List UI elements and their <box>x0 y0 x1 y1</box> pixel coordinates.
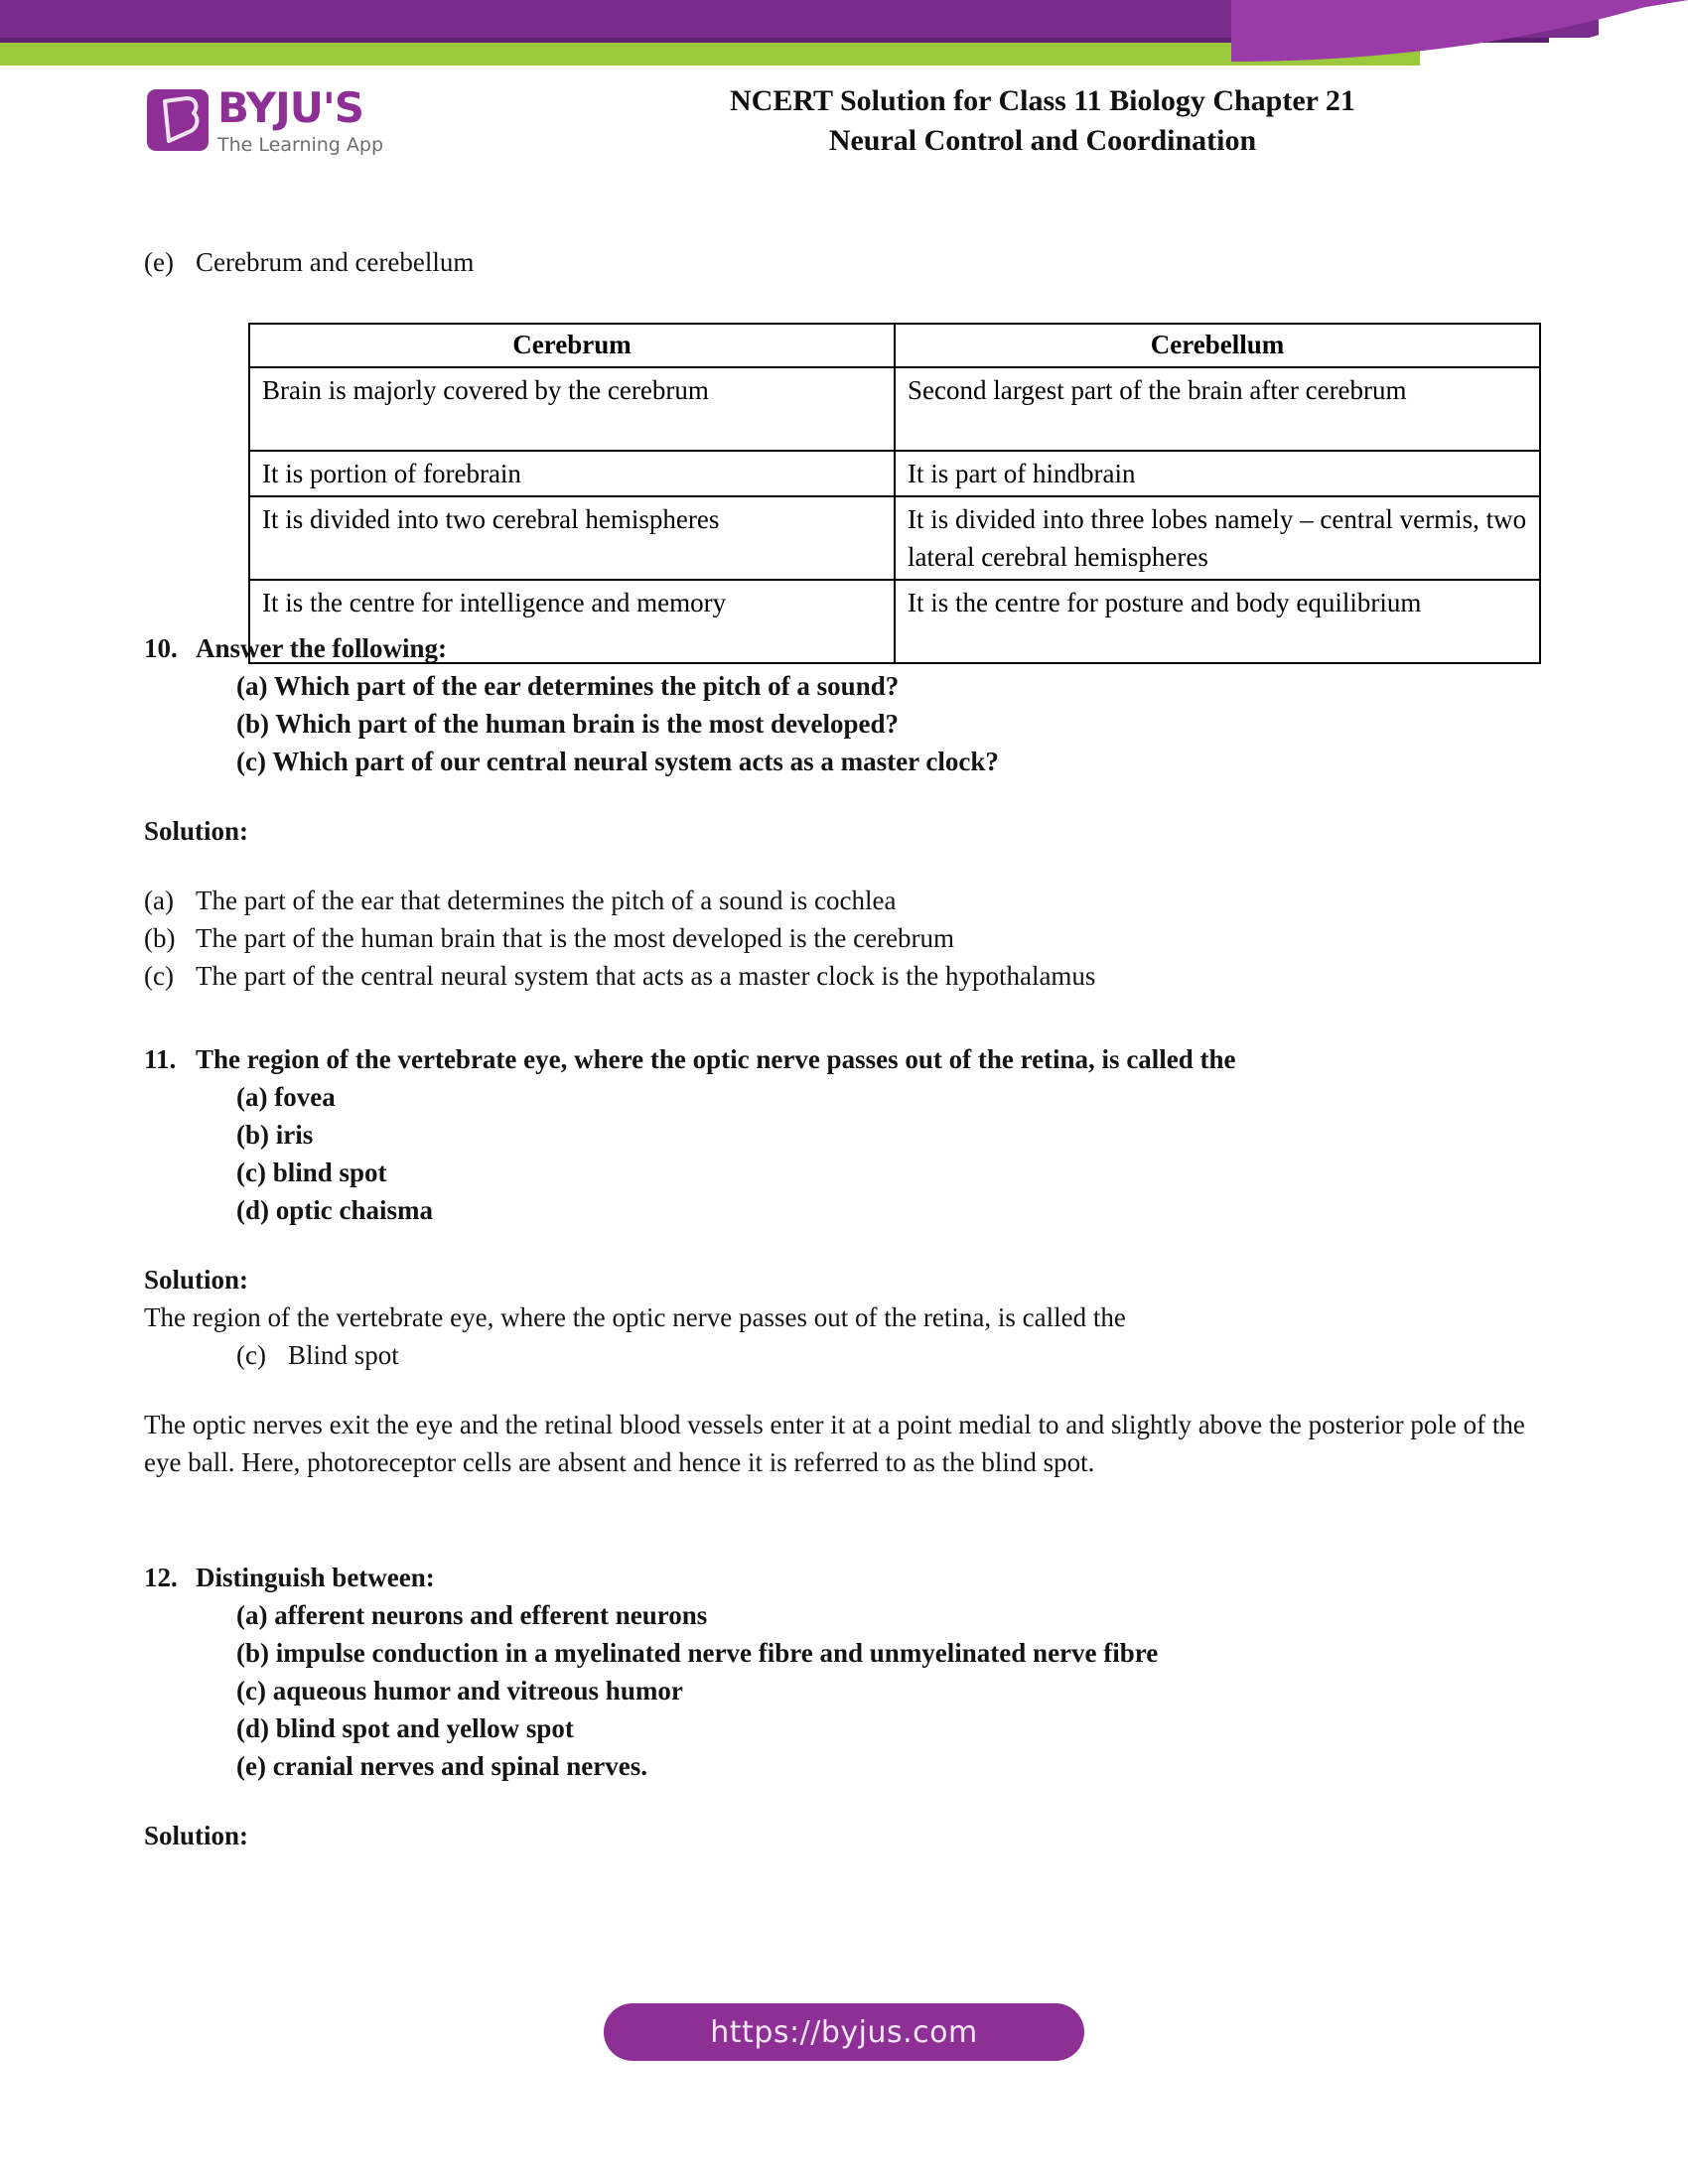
table-cell-cerebrum: Brain is majorly covered by the cerebrum <box>249 367 895 451</box>
question-11-solution-label: Solution: <box>144 1265 249 1295</box>
table-cell-cerebellum: It is divided into three lobes namely – central vermis, two lateral cerebral hemispheres <box>895 496 1540 580</box>
table-row <box>249 367 1540 451</box>
item-e-text: Cerebrum and cerebellum <box>196 247 475 277</box>
question-11-answer <box>236 1336 1688 1374</box>
table-cell-cerebellum: It is the centre for posture and body equilibrium <box>895 580 1540 663</box>
question-12-heading <box>144 1559 1688 1596</box>
byjus-url-text: https://byjus.com <box>710 2014 978 2050</box>
question-10-number: 10. <box>144 633 178 663</box>
question-10-answer-c <box>144 957 1688 995</box>
answer-c-marker: (c) <box>144 961 174 991</box>
table-row <box>249 580 1540 663</box>
question-12-solution-label: Solution: <box>144 1821 249 1850</box>
question-11-option-c: (c) blind spot <box>236 1158 387 1187</box>
document-title <box>616 81 1470 161</box>
question-12-option-e: (e) cranial nerves and spinal nerves. <box>236 1751 647 1781</box>
cerebrum-cerebellum-table <box>248 323 1541 664</box>
question-12-option-d: (d) blind spot and yellow spot <box>236 1713 574 1743</box>
question-12-option-b: (b) impulse conduction in a myelinated nerve fibre and unmyelinated nerve fibre <box>236 1638 1159 1668</box>
question-10-solution-label: Solution: <box>144 816 249 846</box>
answer-c-text: The part of the central neural system that acts as a master clock is the hypothalamus <box>196 961 1096 991</box>
document-title-line1: NCERT Solution for Class 11 Biology Chapter 21 <box>730 84 1355 117</box>
question-10-answer-b <box>144 919 1688 957</box>
question-11-stem: The region of the vertebrate eye, where the optic nerve passes out of the retina, is called the <box>196 1044 1236 1074</box>
question-11-option-b: (b) iris <box>236 1120 314 1150</box>
question-10-answer-a <box>144 882 1688 919</box>
question-12-option-a: (a) afferent neurons and efferent neurons <box>236 1600 708 1630</box>
question-11-answer-marker: (c) <box>236 1340 266 1370</box>
item-e-marker: (e) <box>144 247 174 277</box>
question-10-stem: Answer the following: <box>196 633 447 663</box>
answer-a-marker: (a) <box>144 886 174 915</box>
question-11-answer-text: Blind spot <box>288 1340 399 1370</box>
table-cell-cerebellum: Second largest part of the brain after cerebrum <box>895 367 1540 451</box>
question-11-heading <box>144 1040 1688 1078</box>
question-10-option-c: (c) Which part of our central neural system acts as a master clock? <box>236 747 999 776</box>
question-10-option-b: (b) Which part of the human brain is the most developed? <box>236 709 900 739</box>
header-swoosh-decoration <box>0 0 1688 69</box>
table-cell-cerebellum: It is part of hindbrain <box>895 451 1540 496</box>
table-row <box>249 496 1540 580</box>
table-cell-cerebrum: It is portion of forebrain <box>249 451 895 496</box>
question-12-option-c: (c) aqueous humor and vitreous humor <box>236 1676 683 1706</box>
question-11-option-d: (d) optic chaisma <box>236 1195 433 1225</box>
byjus-b-mark-icon <box>147 89 209 151</box>
logo-wordmark: BYJU'S <box>217 83 363 132</box>
table-row <box>249 451 1540 496</box>
item-e-heading <box>144 243 1688 281</box>
byjus-url-button[interactable] <box>604 2003 1084 2061</box>
table-header-cerebellum: Cerebellum <box>895 324 1540 367</box>
question-12-number: 12. <box>144 1563 178 1592</box>
question-10-option-a: (a) Which part of the ear determines the pitch of a sound? <box>236 671 900 701</box>
table-header-row <box>249 324 1540 367</box>
byjus-logo <box>147 83 384 157</box>
question-11-option-a: (a) fovea <box>236 1082 336 1112</box>
question-11-number: 11. <box>144 1044 177 1074</box>
page-header-banner <box>0 0 1688 69</box>
question-12-stem: Distinguish between: <box>196 1563 435 1592</box>
question-11-solution-intro: The region of the vertebrate eye, where the optic nerve passes out of the retina, is called the <box>144 1302 1126 1332</box>
logo-tagline: The Learning App <box>217 134 384 156</box>
table-header-cerebrum: Cerebrum <box>249 324 895 367</box>
question-11-explanation: The optic nerves exit the eye and the retinal blood vessels enter it at a point medial to and slightly above the posterior pole of the eye ball. Here, photoreceptor cells are absent and hence it is referred to as the blind spot. <box>144 1410 1525 1477</box>
answer-b-marker: (b) <box>144 923 176 953</box>
table-cell-cerebrum: It is the centre for intelligence and memory <box>249 580 895 663</box>
document-title-line2: Neural Control and Coordination <box>828 124 1257 157</box>
document-body <box>0 243 1688 1854</box>
answer-b-text: The part of the human brain that is the most developed is the cerebrum <box>196 923 955 953</box>
table-cell-cerebrum: It is divided into two cerebral hemispheres <box>249 496 895 580</box>
answer-a-text: The part of the ear that determines the pitch of a sound is cochlea <box>196 886 897 915</box>
